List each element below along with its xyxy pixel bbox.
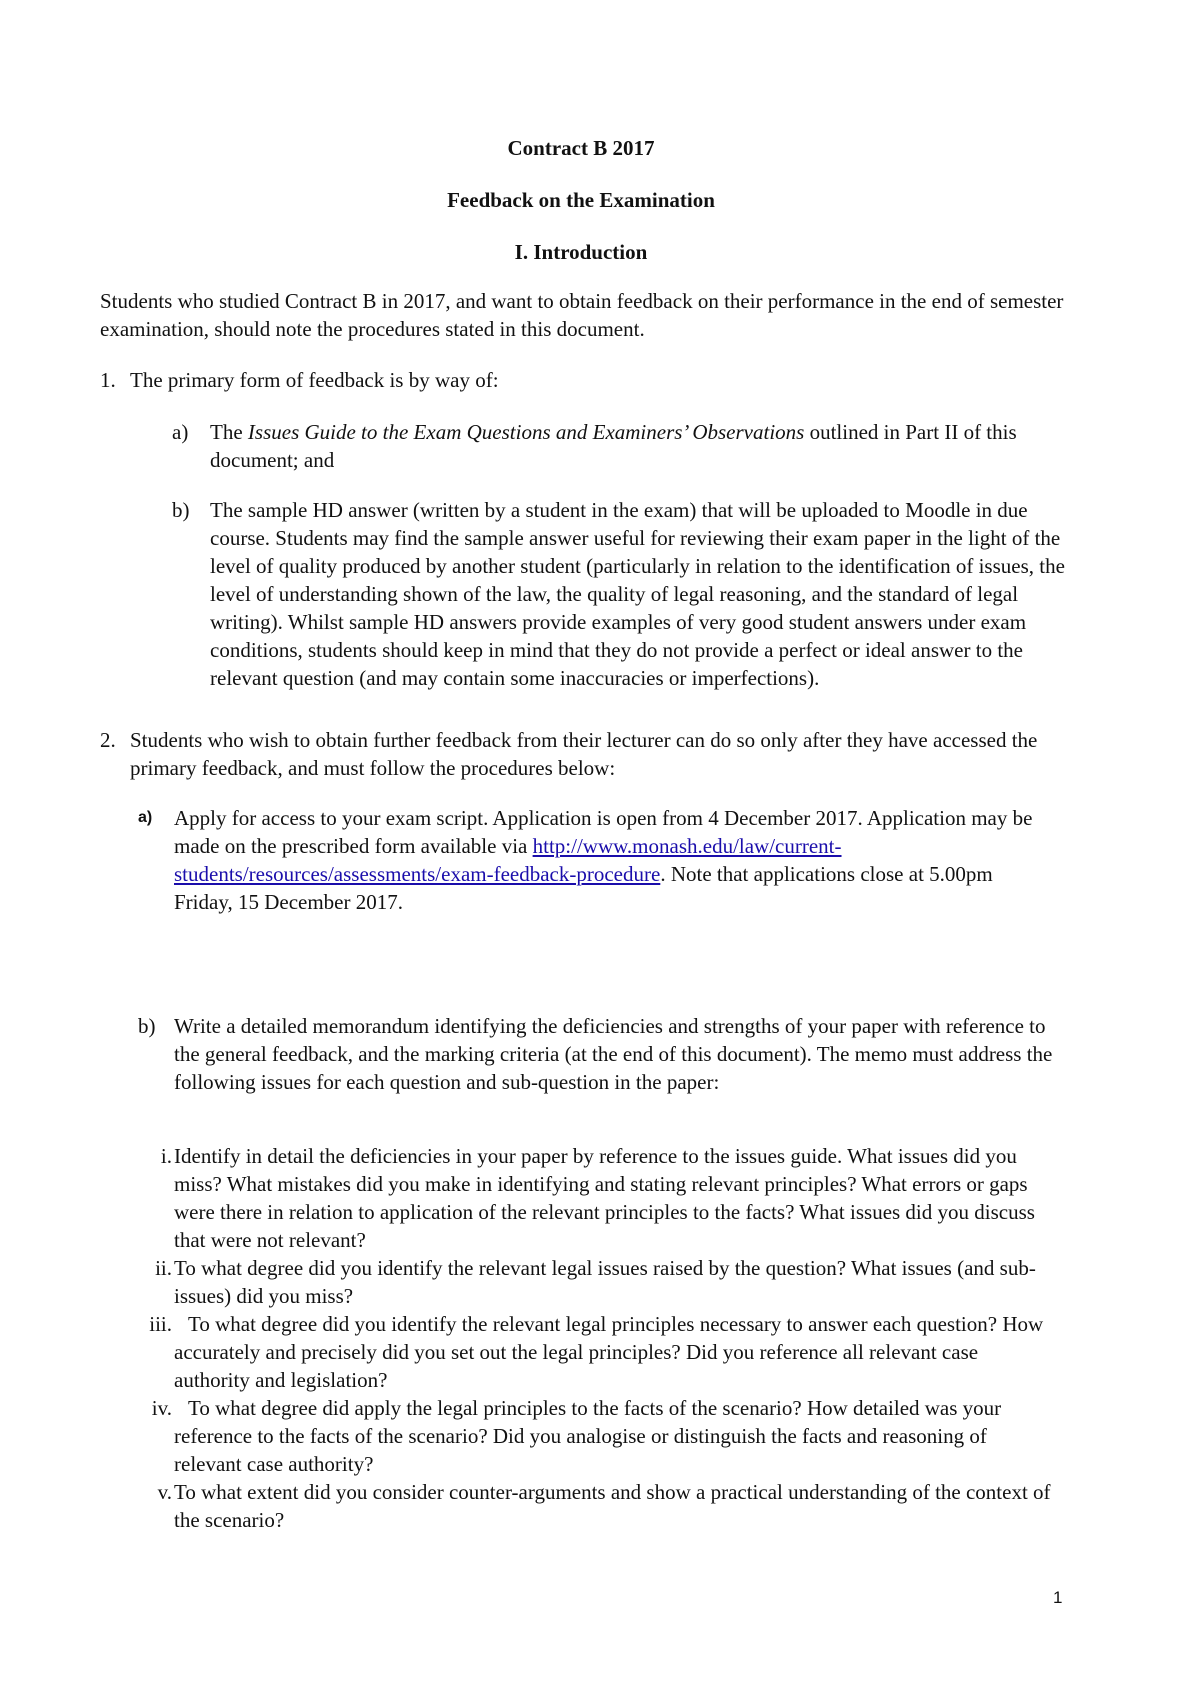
- item-2a-text: [174, 804, 1054, 916]
- roman-item-iii-label: iii.: [149, 1312, 172, 1336]
- roman-item-v-text: To what extent did you consider counter-arguments and show a practical understanding of the context of the scenario?: [174, 1480, 1051, 1532]
- item-2b-text: Write a detailed memorandum identifying the deficiencies and strengths of your paper with reference to the general feedback, and the marking criteria (at the end of this document). The memo must address the following issues for each question and sub-question in the paper:: [174, 1014, 1053, 1094]
- roman-item-i-label: i.: [160, 1144, 172, 1168]
- exam-feedback-procedure-link[interactable]: http://www.monash.edu/law/current-students/resources/assessments/exam-feedback-procedure: [174, 834, 842, 886]
- page-number: 1: [1053, 1588, 1063, 1607]
- item-1-number: 1.: [100, 368, 116, 392]
- item-1a-text: [210, 418, 1070, 474]
- item-1b-text: The sample HD answer (written by a student in the exam) that will be uploaded to Moodle in due course. Students may find the sample answer useful for reviewing their exam paper in the light of the level of quality produced by another student (particularly in relation to the identification of issues, the level of understanding shown of the law, the quality of legal reasoning, and the standard of legal writing). Whilst sample HD answers provide examples of very good student answers under exam conditions, students should keep in mind that they do not provide a perfect or ideal answer to the relevant question (and may contain some inaccuracies or imperfections).: [210, 498, 1065, 690]
- item-2-number: 2.: [100, 728, 116, 752]
- roman-item-ii-text: To what degree did you identify the relevant legal issues raised by the question? What issues (and sub-issues) did you miss?: [174, 1256, 1036, 1308]
- item-2-text: Students who wish to obtain further feedback from their lecturer can do so only after they have accessed the primary feedback, and must follow the procedures below:: [130, 728, 1038, 780]
- item-2a-text-after: . Note that applications close at 5.00pm Friday, 15 December 2017.: [174, 862, 993, 914]
- roman-item-ii-label: ii.: [155, 1256, 172, 1280]
- roman-item-v-label: v.: [157, 1480, 172, 1504]
- item-2a-label: a): [138, 809, 153, 826]
- document-title: Contract B 2017: [507, 136, 655, 160]
- item-1a-prefix: The: [210, 420, 248, 444]
- item-1b-label: b): [172, 498, 190, 522]
- item-2b-label: b): [138, 1014, 156, 1038]
- item-1a-suffix: outlined in Part II of this document; and: [210, 420, 1017, 472]
- document-subtitle: Feedback on the Examination: [447, 188, 715, 212]
- item-1a-label: a): [172, 420, 189, 444]
- section-heading: I. Introduction: [514, 240, 648, 264]
- item-1-text: The primary form of feedback is by way of:: [130, 368, 499, 392]
- issues-guide-title: Issues Guide to the Exam Questions and Examiners’ Observations: [247, 420, 805, 444]
- item-2a-text-before: Apply for access to your exam script. Application is open from 4 December 2017. Application may be made on the prescribed form available via: [174, 806, 1033, 858]
- roman-item-iv-text: To what degree did apply the legal principles to the facts of the scenario? How detailed was your reference to the facts of the scenario? Did you analogise or distinguish the facts and reasoning of relevant case authority?: [174, 1396, 1002, 1476]
- roman-item-iii-text: To what degree did you identify the relevant legal principles necessary to answer each question? How accurately and precisely did you set out the legal principles? Did you reference all relevant case authority and legislation?: [174, 1312, 1044, 1392]
- roman-item-i-text: Identify in detail the deficiencies in your paper by reference to the issues guide. What issues did you miss? What mistakes did you make in identifying and stating relevant principles? What errors or gaps were there in relation to application of the relevant principles to the facts? What issues did you discuss that were not relevant?: [174, 1144, 1035, 1252]
- roman-item-iv-label: iv.: [151, 1396, 172, 1420]
- intro-paragraph: Students who studied Contract B in 2017, and want to obtain feedback on their performance in the end of semester examination, should note the procedures stated in this document.: [100, 289, 1064, 341]
